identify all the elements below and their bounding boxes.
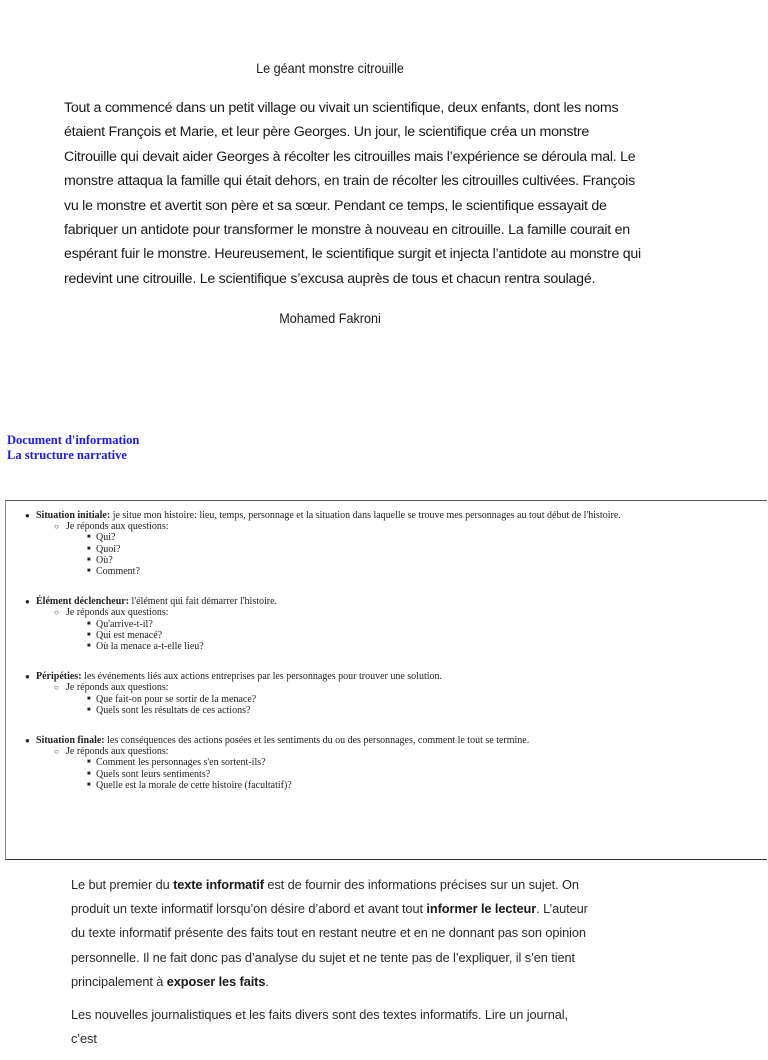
section-element-declencheur [6, 596, 767, 663]
question-item: ■ Quels sont les résultats de ces actions? [87, 704, 251, 716]
question-item: ■ Qui est menacé? [87, 629, 163, 641]
bullet-square-icon: ■ [87, 556, 91, 563]
bullet-circle-icon: ○ [54, 683, 59, 693]
emphasis-informer-le-lecteur: informer le lecteur [426, 901, 537, 917]
questions-item [36, 607, 767, 652]
bullet-circle-icon: ○ [54, 522, 59, 532]
story-author: Mohamed Fakroni [279, 310, 381, 326]
doc-heading-line1: Document d'information [7, 433, 140, 447]
bullet-square-icon: ■ [87, 706, 91, 713]
question-item: ■ Qu'arrive-t-il? [87, 618, 153, 630]
doc-heading-line2: La structure narrative [7, 447, 127, 462]
questions-item [36, 682, 767, 716]
section-definition: les conséquences des actions posées et les sentiments du ou des personnages, comment le tout se termine. [104, 735, 530, 747]
section-term: Situation initiale: [36, 510, 111, 521]
bullet-square-icon: ■ [87, 770, 91, 777]
question-item: ■ Où la menace a-t-elle lieu? [87, 641, 204, 653]
question-item: ■ Quoi? [87, 543, 121, 555]
informative-text [71, 873, 591, 1060]
section-definition: je situe mon histoire: lieu, temps, personnage et la situation dans laquelle se trouve mes personnages au tout début de l'histoire. [110, 510, 621, 521]
bullet-disc-icon: ● [25, 511, 30, 520]
story-body: Tout a commencé dans un petit village ou vivait un scientifique, deux enfants, dont les noms étaient François et Marie, et leur père Georges. Un jour, le scientifique créa un monstre Citrouille qui devait aider Georges à récolter les citrouilles mais l’expérience se déroula mal. Le monstre attaqua la famille qui était dehors, en train de récolter les citrouilles cultivées. François vu le monstre et avertit son père et sa sœur. Pendant ce temps, le scientifique essayait de fabriquer un antidote pour transformer le monstre à nouveau en citrouille. La famille courait en espérant fuir le monstre. Heureusement, le scientifique surgit et injecta l’antidote au monstre qui redevint une citrouille. Le scientifique s’excusa auprès de tous et chacun rentra soulagé. [64, 100, 641, 287]
bullet-square-icon: ■ [87, 643, 91, 650]
question-item: ■ Où? [87, 554, 113, 566]
section-term: Péripéties: [36, 671, 82, 683]
bullet-square-icon: ■ [87, 631, 91, 638]
bullet-circle-icon: ○ [54, 747, 59, 757]
section-definition: les événements liés aux actions entreprises par les personnages pour trouver une solution. [81, 671, 443, 683]
questions-item [36, 521, 767, 577]
question-item: ■ Quels sont leurs sentiments? [87, 768, 211, 780]
section-term: Élément déclencheur: [36, 596, 130, 608]
bullet-circle-icon: ○ [54, 608, 59, 618]
question-item: ■ Que fait-on pour se sortir de la menace? [87, 693, 257, 705]
questions-item [36, 746, 767, 791]
section-term: Situation finale: [36, 735, 105, 747]
emphasis-texte-informatif: texte informatif [173, 877, 264, 892]
narrative-section-list [6, 510, 767, 791]
questions-label: Je réponds aux questions: [66, 607, 169, 619]
section-definition: l'élément qui fait démarrer l'histoire. [129, 596, 278, 608]
section-situation-finale [6, 735, 767, 791]
bullet-disc-icon: ● [25, 672, 30, 682]
narrative-structure-box [5, 500, 767, 860]
question-item: ■ Comment les personnages s'en sortent-ils? [87, 757, 266, 769]
doc-heading [7, 433, 139, 462]
question-item: ■ Qui? [87, 532, 116, 544]
bullet-disc-icon: ● [25, 597, 30, 607]
bullet-square-icon: ■ [87, 781, 91, 788]
bullet-square-icon: ■ [87, 534, 91, 541]
bullet-square-icon: ■ [87, 695, 91, 702]
bullet-square-icon: ■ [87, 759, 91, 766]
bullet-square-icon: ■ [87, 568, 91, 575]
informative-paragraph-1: Le but premier du texte informatif est de fournir des informations précises sur un sujet. On produit un texte informatif lorsqu’on désire d’abord et avant tout informer le lecteur. L’auteur du texte informatif présente des faits tout en restant neutre et en ne donnant pas son opinion personnelle. Il ne fait donc pas d’analyse du sujet et ne tente pas de l’expliquer, il s’en tient principalement à exposer les faits. [71, 877, 588, 989]
emphasis-exposer-les-faits: exposer les faits [166, 973, 266, 989]
story-title: Le géant monstre citrouille [256, 60, 404, 76]
bullet-square-icon: ■ [87, 620, 91, 627]
bullet-disc-icon: ● [25, 736, 30, 746]
question-item: ■ Comment? [87, 566, 140, 578]
questions-label: Je réponds aux questions: [66, 521, 169, 533]
bullet-square-icon: ■ [87, 545, 91, 552]
questions-label: Je réponds aux questions: [66, 682, 169, 694]
informative-paragraph-2: Les nouvelles journalistiques et les faits divers sont des textes informatifs. Lire un journal, c’est [71, 1007, 568, 1047]
section-peripeties [6, 671, 767, 727]
questions-label: Je réponds aux questions: [66, 746, 169, 758]
question-item: ■ Quelle est la morale de cette histoire (facultatif)? [87, 779, 292, 791]
section-situation-initiale [6, 510, 767, 588]
